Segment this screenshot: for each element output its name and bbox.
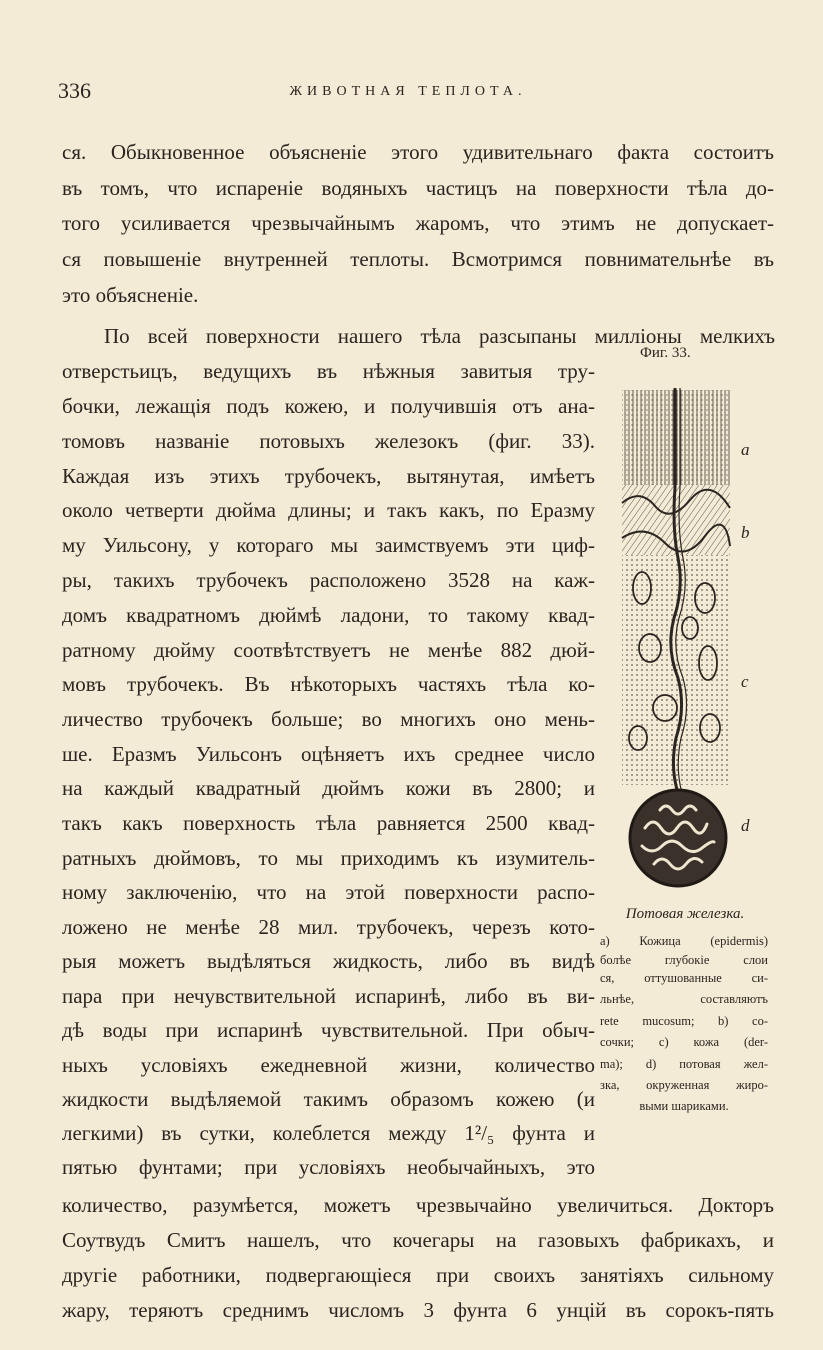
page-number: 336 [58,78,91,103]
text-line: ся повышеніе внутренней теплоты. Всмотримся повнимательнѣе въ [62,247,774,271]
text-line: на каждый квадратный дюймъ кожи въ 2800; и [62,776,595,800]
text-line: ному заключенію, что на этой поверхности распо- [62,880,595,904]
sweat-gland-engraving [620,388,745,893]
caption-line: льнѣе, составляютъ [600,992,768,1006]
text-line: По всей поверхности нашего тѣла разсыпаны милліоны мелкихъ [104,324,775,348]
text-line: ратному дюйму соотвѣтствуетъ не менѣе 882 дюй- [62,638,595,662]
text-line: домъ квадратномъ дюймѣ ладони, то такому квад- [62,603,595,627]
caption-line: выми шариками. [639,1099,729,1113]
text-line: ше. Еразмъ Уильсонъ оцѣняетъ ихъ среднее число [62,742,595,766]
figure-title: Фиг. 33. [640,345,691,361]
caption-line: сочки; c) кожа (der- [600,1035,768,1049]
figure-label-d: d [741,816,750,835]
caption-line: a) Кожица (epidermis) [600,934,768,948]
text-line: такъ какъ поверхность тѣла равняется 2500 квад- [62,811,595,835]
caption-line: ся, оттушованные си- [600,971,768,985]
text-line: количество, разумѣется, можетъ чрезвычайно увеличиться. Докторъ [62,1193,774,1217]
figure-caption-title: Потовая железка. [625,906,745,922]
caption-line: ma); d) потовая жел- [600,1057,768,1071]
text-line: личество трубочекъ больше; во многихъ оно мень- [62,707,595,731]
text-line: томовъ названіе потовыхъ железокъ (фиг. 33). [62,429,595,453]
sweat-gland-figure [620,388,750,893]
page-header [58,78,758,108]
text-line: ложено не менѣе 28 мил. трубочекъ, черезъ кото- [62,915,595,939]
text-line: другіе работники, подвергающіеся при своихъ занятіяхъ сильному [62,1263,774,1287]
text-line: му Уильсону, у котораго мы заимствуемъ эти циф- [62,533,595,557]
text-line: пятью фунтами; при условіяхъ необычайныхъ, это [62,1155,595,1179]
figure-label-c: c [741,672,749,691]
text-line: того усиливается чрезвычайнымъ жаромъ, что этимъ не допускает- [62,211,774,235]
text-line: ры, такихъ трубочекъ расположено 3528 на каж- [62,568,595,592]
text-line: въ томъ, что испареніе водяныхъ частицъ на поверхности тѣла до- [62,176,774,200]
text-line: это объясненіе. [62,283,199,307]
text-line: пара при нечувствительной испаринѣ, либо въ ви- [62,984,595,1008]
figure-label-b: b [741,523,750,542]
text-line: бочки, лежащія подъ кожею, и получившія отъ ана- [62,394,595,418]
text-line: ратныхъ дюймовъ, то мы приходимъ къ изумитель- [62,846,595,870]
text-line: легкими) въ сутки, колеблется между 1²/₅ фунта и [62,1121,595,1145]
caption-line: зка, окруженная жиро- [600,1078,768,1092]
text-line: мовъ трубочекъ. Въ нѣкоторыхъ частяхъ тѣла ко- [62,672,595,696]
figure-label-a: a [741,440,750,459]
text-line: ся. Обыкновенное объясненіе этого удивительнаго факта состоитъ [62,140,774,164]
text-line: дѣ воды при испаринѣ чувствительной. При обыч- [62,1018,595,1042]
text-line: жару, теряютъ среднимъ числомъ 3 фунта 6 унцій въ сорокъ-пять [62,1298,774,1322]
text-line: ныхъ условіяхъ ежедневной жизни, количество [62,1053,595,1077]
text-line: рыя можетъ выдѣляться жидкость, либо въ видѣ [62,949,595,973]
text-line: отверстьицъ, ведущихъ въ нѣжныя завитыя тру- [62,359,595,383]
text-line: Каждая изъ этихъ трубочекъ, вытянутая, имѣетъ [62,464,595,488]
caption-line: болѣе глубокіе слои [600,953,768,967]
caption-line: rete mucosum; b) со- [600,1014,768,1028]
running-title: ЖИВОТНАЯ ТЕПЛОТА. [289,84,527,99]
text-line: Соутвудъ Смитъ нашелъ, что кочегары на газовыхъ фабрикахъ, и [62,1228,774,1252]
text-line: жидкости выдѣляемой такимъ образомъ кожею (и [62,1087,595,1111]
text-line: около четверти дюйма длины; и такъ какъ, по Еразму [62,498,595,522]
